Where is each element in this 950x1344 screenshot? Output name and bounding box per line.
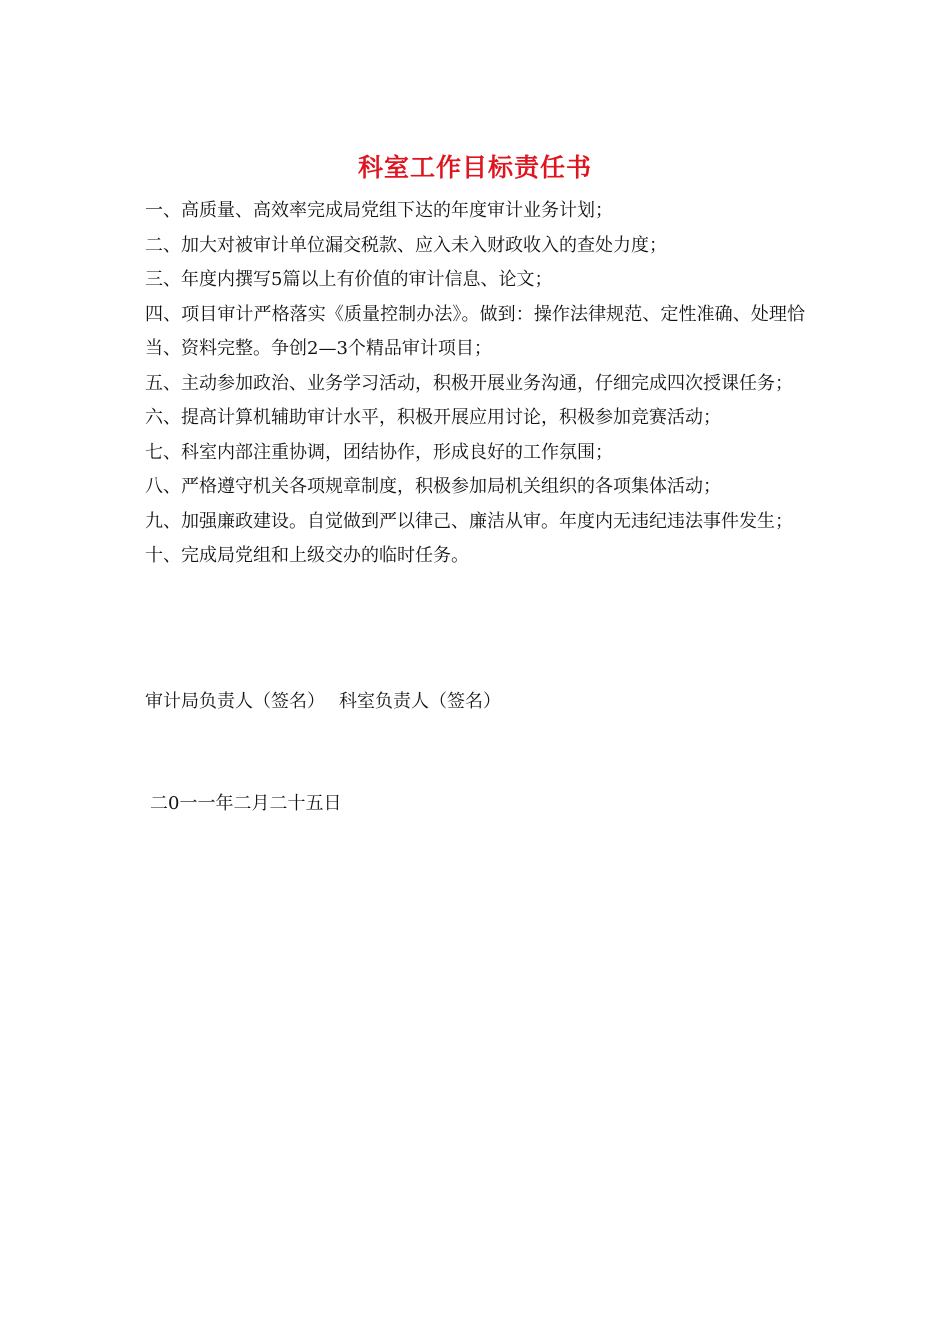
item-10: 十、完成局党组和上级交办的临时任务。 — [145, 545, 469, 566]
bureau-signature-label: 审计局负责人（签名） — [145, 691, 325, 712]
responsibility-items — [145, 194, 805, 574]
item-5: 五、主动参加政治、业务学习活动，积极开展业务沟通，仔细完成四次授课任务； — [145, 372, 793, 394]
item-9: 九、加强廉政建设。自觉做到严以律己、廉洁从审。年度内无违纪违法事件发生； — [145, 510, 793, 532]
item-3: 三、年度内撰写5篇以上有价值的审计信息、论文； — [145, 269, 553, 290]
signature-line — [145, 686, 501, 718]
item-8: 八、严格遵守机关各项规章制度，积极参加局机关组织的各项集体活动； — [145, 476, 721, 497]
item-4: 四、项目审计严格落实《质量控制办法》。做到：操作法律规范、定性准确、处理恰当、资料完整。争创2—3个精品审计项目； — [145, 303, 805, 359]
department-signature-label: 科室负责人（签名） — [339, 691, 501, 712]
item-2: 二、加大对被审计单位漏交税款、应入未入财政收入的查处力度； — [145, 234, 667, 256]
document-date: 二0一一年二月二十五日 — [150, 793, 342, 814]
item-6: 六、提高计算机辅助审计水平，积极开展应用讨论，积极参加竞赛活动； — [145, 407, 721, 428]
document-title: 科室工作目标责任书 — [357, 153, 592, 182]
item-1: 一、高质量、高效率完成局党组下达的年度审计业务计划； — [145, 200, 613, 221]
item-7: 七、科室内部注重协调，团结协作，形成良好的工作氛围； — [145, 441, 613, 463]
